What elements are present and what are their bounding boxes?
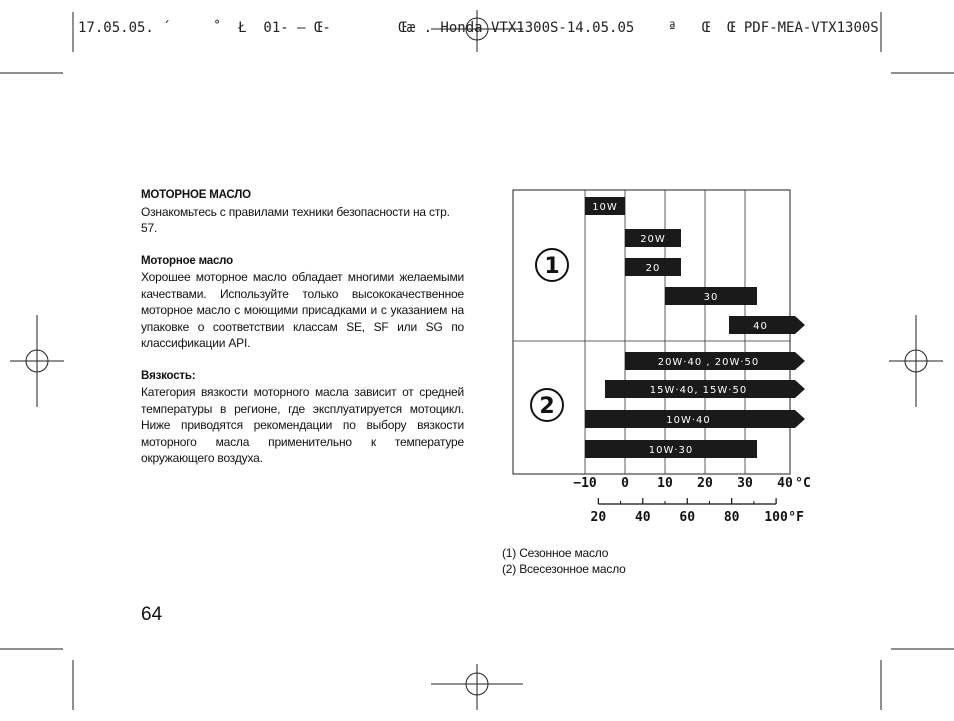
celsius-tick-label: −10 xyxy=(573,476,597,491)
section-title: МОТОРНОЕ МАСЛО xyxy=(141,189,251,201)
celsius-tick-label: 20 xyxy=(697,476,713,491)
viscosity-paragraph: Категория вязкости моторного масла зависит от средней температуры в регионе, где эксплуатируется мотоцикл. Ниже приводятся рекомендации по выбору вязкости моторного масла применительно к температуре окружающего воздуха. xyxy=(141,385,464,465)
group-marker-label: 2 xyxy=(539,394,555,419)
fahrenheit-tick-label: 100 xyxy=(764,510,788,525)
viscosity-bar-label: 15W·40, 15W·50 xyxy=(649,385,748,396)
celsius-tick-label: 0 xyxy=(621,476,629,491)
viscosity-bar-label: 10W·40 xyxy=(666,415,711,426)
chart-legend xyxy=(502,545,626,577)
viscosity-bar-label: 10W xyxy=(592,202,618,213)
fahrenheit-tick-label: 60 xyxy=(679,510,696,525)
viscosity-bar-label: 10W·30 xyxy=(648,445,694,456)
legend-item-multigrade: (2) Всесезонное масло xyxy=(502,562,626,576)
oil-paragraph: Хорошее моторное масло обладает многими желаемыми качествами. Используйте только высококачественное моторное масло с моющими присадками и с указанием на упаковке о соответствии классам SE, SF или SG по классификации API. xyxy=(141,270,464,350)
viscosity-bar-label: 40 xyxy=(753,321,768,332)
celsius-unit: °C xyxy=(795,476,811,491)
celsius-tick-label: 40 xyxy=(777,476,793,491)
celsius-tick-label: 30 xyxy=(737,476,753,491)
viscosity-bar-label: 20W·40 , 20W·50 xyxy=(657,357,760,368)
fahrenheit-tick-label: 80 xyxy=(723,510,740,525)
viscosity-bar-label: 30 xyxy=(703,292,719,303)
fahrenheit-tick-label: 40 xyxy=(634,510,651,525)
viscosity-heading: Вязкость: xyxy=(141,369,196,382)
celsius-tick-label: 10 xyxy=(657,476,673,491)
legend-item-seasonal: (1) Сезонное масло xyxy=(502,546,609,560)
print-header: 17.05.05. ´ ˚ Ł 01- — Œ- Œæ . Honda VTX1300S-14.05.05 ª Œ Œ PDF-MEA-VTX1300S xyxy=(78,20,879,36)
viscosity-bar-label: 20W xyxy=(640,234,666,245)
fahrenheit-tick-label: 20 xyxy=(590,510,607,525)
fahrenheit-unit: °F xyxy=(788,510,804,525)
group-marker-label: 1 xyxy=(544,254,560,279)
page-number: 64 xyxy=(141,604,163,625)
viscosity-bar-label: 20 xyxy=(645,263,661,274)
oil-heading: Моторное масло xyxy=(141,254,233,267)
safety-note: Ознакомьтесь с правилами техники безопасности на стр. 57. xyxy=(141,204,450,235)
